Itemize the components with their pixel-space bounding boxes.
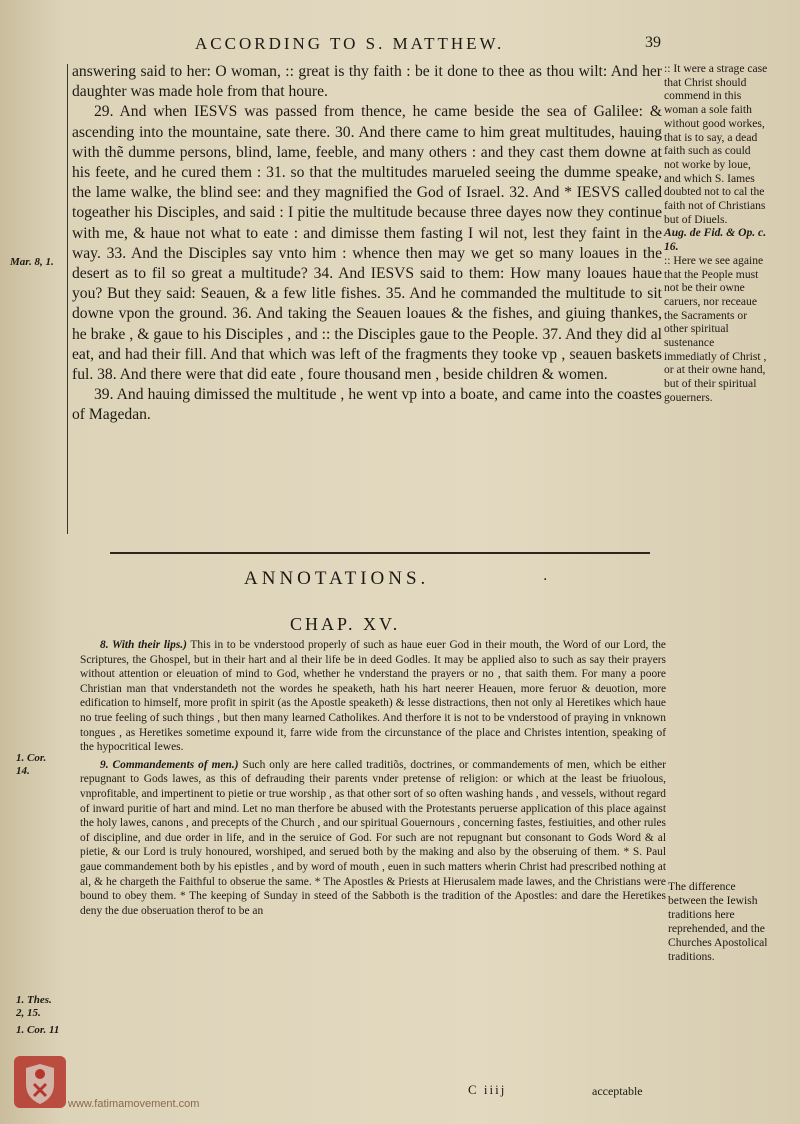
annotation-note (80, 758, 666, 919)
catchword: acceptable (592, 1084, 643, 1098)
annotation-body: Such only are here called traditiõs, doctrines, or commandements of men, which be either repugnant to Gods lawes, as this of defrauding their parents vnder pretense of religion: or which at the least be friuolous, vnprofitable, and impertinent to pietie or true worship , as that other sort of so often washing hands , and vessels, without regard of inward puritie of hart and mind. Let no man therfore be abused with the Protestants peruerse application of this place against the holy lawes, canons , and precepts of the Church , and our spiritual Gouernours , concerning fastes, festiuities, and other rules of discipline, and due order in life, and in the seruice of God. For such are not repugnant but consonant to Gods Word & al pietie, & our Lord is truly honoured, worshiped, and serued both by the making and also by the obseruing of them. * S. Paul gaue commandement both by his epistles , and by word of mouth , euen in such matters wherin Christ had prescribed nothing at al, & he chargeth the Faithful to obserue the same. * The Apostles & Priests at Hierusalem made lawes, and the Christians were bound to obey them. * The keeping of Sunday in steed of the Sabboth is the tradition of the Apostles: and dare the Heretikes deny the due obseruation therof to be an (80, 758, 666, 917)
margin-reference: 1. Cor. 14. (16, 752, 47, 777)
crest-logo-icon (12, 1054, 68, 1110)
side-note: :: It were a strage case that Christ should commend in this woman a sole faith without good workes, that is to say, a dead faith such as could not worke by loue, and which S. Iames doubted not to cal the faith not of Christians but of Diuels. (664, 62, 768, 226)
annotation-lemma: 8. With their lips.) (100, 639, 187, 651)
page-number: 39 (645, 34, 661, 51)
side-margin-notes (664, 62, 768, 405)
main-paragraph: answering said to her: O woman, :: great is thy faith : be it done to thee as thou wilt: And her daughter was made hole from that houre. (72, 63, 662, 101)
signature-mark: C iiij (468, 1082, 507, 1097)
section-divider (110, 552, 650, 554)
ornament-dot: · (543, 572, 548, 588)
annotation-side-note: The difference between the Iewish traditions here reprehended, and the Churches Apostolical traditions. (668, 880, 768, 963)
main-paragraph: 39. And hauing dimissed the multitude , he went vp into a boate, and came into the coastes of Magedan. (72, 386, 662, 424)
main-paragraph: 29. And when IESVS was passed from thence, he came beside the sea of Galilee: & ascending into the mountaine, sate there. 30. And there came to him great multitudes, hauing with thẽ dumme persons, blind, lame, feeble, and many others : and they cast them downe at his feete, and he cured them : 31. so that the multitudes marueled seeing the dumme speake, the lame walke, the blind see: and they magnified the God of Israel. 32. And * IESVS called togeather his Disciples, and said : I pitie the multitude because three dayes now they continue with me, & haue not what to eate : and dimisse them fasting I wil not, lest they faint in the way. 33. And the Disciples say vnto him : whence then may we get so many loaues in the desert as to fil so great a multitude? 34. And IESVS said to them: How many loaues haue you? But they said: Seauen, & a few litle fishes. 35. And he commanded the multitude to sit downe vpon the ground. 36. And taking the Seauen loaues & the fishes, and giuing thankes, he brake , & gaue to his Disciples , and :: the Disciples gaue to the People. 37. And they did al eat, and had their fill. And that which was left of the fragments they tooke vp , seauen baskets ful. 38. And there were that did eate , foure thousand men , beside children & women. (72, 103, 662, 384)
annotation-body: This in to be vnderstood properly of such as haue euer God in their mouth, the Word of our Lord, the Scriptures, the Ghospel, but in their hart and al their life be in deed Godles. It may be applied also to such as say their prayers without attention or eleuation of mind to God, whether he vnderstand the prayers or no , that saith them. For many a poore Christian man that vnderstandeth not the wordes he speaketh, hath his hart neerer Heauen, more feruor & deuotion, more edification to himself, more profit in spirit (as the Apostle speaketh) & lesse distractions, then not only al Heretikes which haue no true feeling of such things , but then many learned Catholikes. And therfore it is not to be vnderstood of praying in vnknown tongues , as Heretikes sometime expound it, farre wide from the circunstance of the place and Christes intention, speaking of the hypocritical Iewes. (80, 639, 666, 754)
annotations-text (80, 638, 666, 921)
column-rule (67, 64, 68, 534)
running-head: ACCORDING TO S. MATTHEW. (195, 34, 505, 53)
chapter-heading: CHAP. XV. (290, 614, 401, 634)
margin-reference: 1. Thes. 2, 15. (16, 994, 52, 1019)
margin-reference: Mar. 8, 1. (10, 256, 54, 268)
side-note-reference: Aug. de Fid. & Op. c. 16. (664, 226, 767, 254)
annotation-note (80, 638, 666, 755)
annotation-lemma: 9. Commandements of men.) (100, 758, 239, 771)
watermark-link[interactable]: www.fatimamovement.com (68, 1098, 200, 1110)
main-text-column (72, 62, 662, 426)
annotations-heading: ANNOTATIONS. (244, 568, 430, 589)
margin-reference: 1. Cor. 11 (16, 1024, 60, 1036)
side-note: :: Here we see againe that the People must not be their owne caruers, nor receaue the Sacraments or other spiritual sustenance immediatly of Christ , or at their owne hand, but of their spiritual gouerners. (664, 253, 767, 404)
